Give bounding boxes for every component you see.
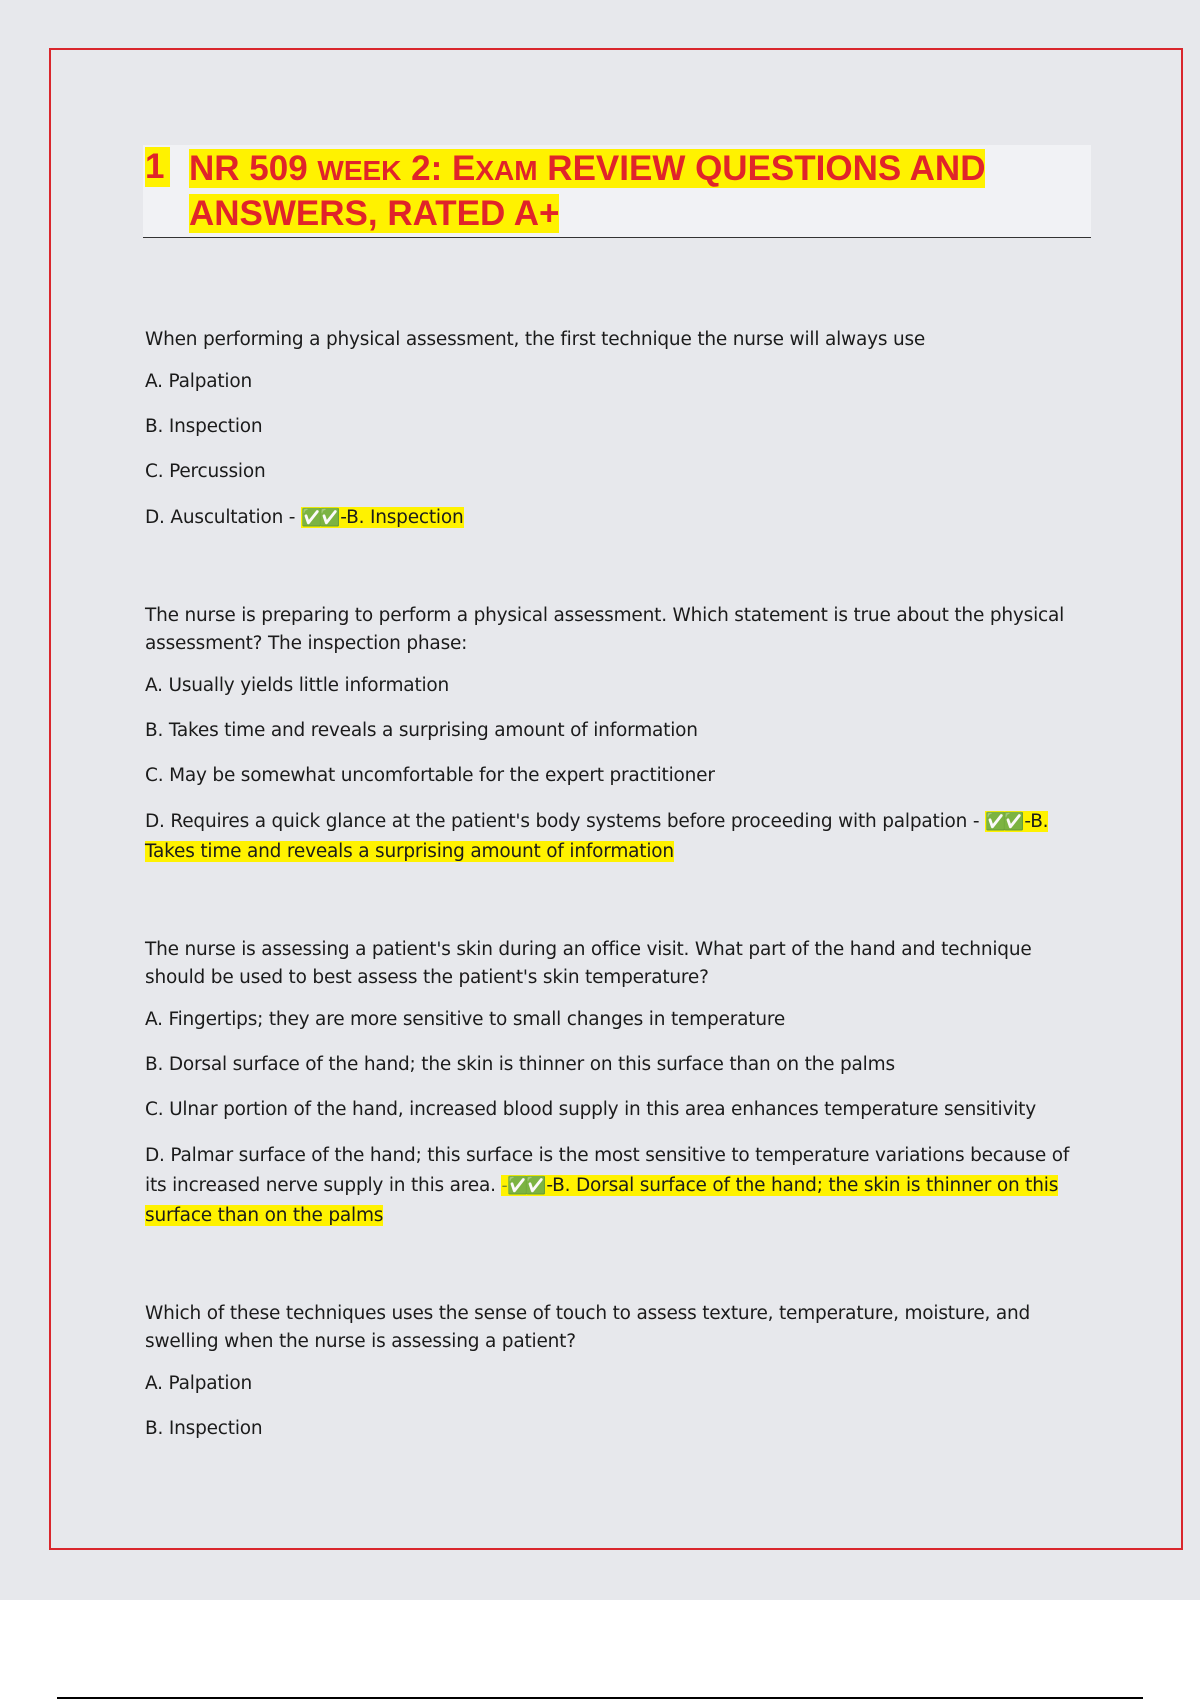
answer-option: C. May be somewhat uncomfortable for the expert practitioner xyxy=(145,765,715,786)
question-block xyxy=(145,602,1095,867)
answer-option: B. Inspection xyxy=(145,416,263,437)
question-block xyxy=(145,326,1095,533)
correct-answer xyxy=(301,507,464,528)
heading-number: 1 xyxy=(145,147,170,187)
check-mark-icon: ✅✅ xyxy=(300,508,338,528)
answer-option-with-answer xyxy=(145,1141,1095,1231)
answer-option: A. Palpation xyxy=(145,371,253,392)
question-text: When performing a physical assessment, the first technique the nurse will always use xyxy=(145,329,926,350)
answer-option-with-answer xyxy=(145,503,1095,533)
check-mark-icon: - ✅✅ xyxy=(501,1176,544,1196)
answer-option-text: D. Requires a quick glance at the patient's body systems before proceeding with palpation - xyxy=(145,811,986,832)
answer-option: B. Dorsal surface of the hand; the skin is thinner on this surface than on the palms xyxy=(145,1054,895,1075)
answer-option-text: D. Palmar surface of the hand; this surface is the most sensitive to temperature variations because of its increased nerve supply in this area. xyxy=(145,1145,1070,1196)
answer-option: A. Usually yields little information xyxy=(145,675,450,696)
heading-part: 2: E xyxy=(401,149,476,188)
correct-answer-text: -B. Dorsal surface of the hand; the skin is thinner on this surface than on the palms xyxy=(145,1175,1059,1226)
heading-title xyxy=(189,147,1069,235)
heading-part: WEEK xyxy=(317,155,402,186)
correct-answer-text: -B. Takes time and reveals a surprising amount of information xyxy=(145,811,1049,862)
document-heading xyxy=(143,145,1091,238)
question-text: Which of these techniques uses the sense of touch to assess texture, temperature, moisture, and swelling when the nurse is assessing a patient? xyxy=(145,1303,1031,1352)
question-block xyxy=(145,1300,1095,1443)
heading-part: XAM xyxy=(475,155,538,186)
question-text: The nurse is preparing to perform a physical assessment. Which statement is true about the physical assessment? The inspection phase: xyxy=(145,605,1065,654)
answer-option: A. Fingertips; they are more sensitive to small changes in temperature xyxy=(145,1009,786,1030)
correct-answer-text: -B. Inspection xyxy=(340,507,464,528)
answer-option: B. Takes time and reveals a surprising amount of information xyxy=(145,720,698,741)
answer-option: C. Ulnar portion of the hand, increased blood supply in this area enhances temperature sensitivity xyxy=(145,1099,1036,1120)
question-block xyxy=(145,936,1095,1231)
heading-part: REVIEW QUESTIONS AND xyxy=(537,149,986,188)
heading-line-2: ANSWERS, RATED A+ xyxy=(189,194,560,233)
answer-option: A. Palpation xyxy=(145,1373,253,1394)
footer-rule xyxy=(57,1697,1143,1699)
answer-option-text: D. Auscultation - xyxy=(145,507,301,528)
answer-option-with-answer xyxy=(145,807,1095,867)
answer-option: B. Inspection xyxy=(145,1418,263,1439)
heading-part: NR 509 xyxy=(189,149,318,188)
answer-option: C. Percussion xyxy=(145,461,266,482)
question-text: The nurse is assessing a patient's skin during an office visit. What part of the hand and technique should be used to best assess the patient's skin temperature? xyxy=(145,939,1032,988)
check-mark-icon: ✅✅ xyxy=(985,812,1022,832)
questions-list xyxy=(145,326,1095,1460)
